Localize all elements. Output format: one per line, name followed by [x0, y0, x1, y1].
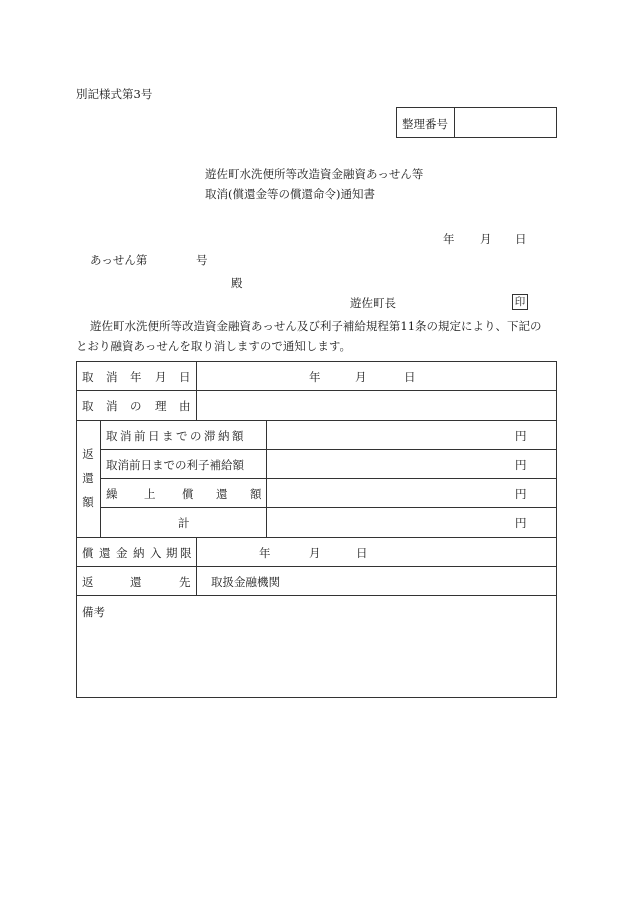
label-char: 先 [179, 575, 191, 589]
date-month: 月 [480, 232, 492, 246]
yen-unit: 円 [515, 458, 527, 472]
label-char: 繰 [106, 487, 118, 501]
seal-mark: 印 [512, 294, 528, 310]
label-char: 取 [82, 399, 94, 413]
label-char: 額 [250, 487, 262, 501]
yen-unit: 円 [515, 516, 527, 530]
seiri-label: 整理番号 [402, 117, 448, 131]
label-char: 上 [144, 487, 156, 501]
label-char: 償 [182, 487, 194, 501]
year-unit: 年 [259, 546, 271, 560]
form-number: 別記様式第3号 [76, 87, 153, 101]
row-line [76, 566, 556, 567]
label-char: 由 [179, 399, 191, 413]
label-char: 消 [106, 399, 118, 413]
label-char: 償 [82, 546, 94, 560]
row-label: 取消前日までの利子補給額 [106, 458, 244, 472]
month-unit: 月 [355, 370, 367, 384]
label-char: 入 [150, 546, 162, 560]
row-line [76, 537, 556, 538]
label-char: 消 [106, 370, 118, 384]
col-line [196, 361, 197, 420]
label-char: 返 [82, 575, 94, 589]
date-year: 年 [443, 232, 455, 246]
label-char: 限 [180, 546, 192, 560]
label-char: 年 [130, 370, 142, 384]
label-char: 還 [99, 546, 111, 560]
assen-number-suffix: 号 [196, 253, 208, 267]
row-line [76, 420, 556, 421]
label-char: 月 [155, 370, 167, 384]
title-line1: 遊佐町水洗便所等改造資金融資あっせん等 [205, 167, 424, 181]
col-line [100, 420, 101, 537]
row-line [100, 449, 556, 450]
row-line [76, 390, 556, 391]
label-char: 返 [82, 447, 94, 461]
body-text-line1: 遊佐町水洗便所等改造資金融資あっせん及び利子補給規程第11条の規定により、下記の [90, 319, 542, 333]
label-char: 額 [82, 495, 94, 509]
day-unit: 日 [356, 546, 368, 560]
remarks-area[interactable] [77, 620, 554, 694]
body-text-line2: とおり融資あっせんを取り消しますので通知します。 [76, 339, 351, 353]
label-char: 期 [166, 546, 178, 560]
col-line [266, 420, 267, 537]
row-label: 計 [178, 516, 190, 530]
yen-unit: 円 [515, 429, 527, 443]
seiri-divider [454, 107, 455, 137]
col-line [196, 537, 197, 595]
label-char: 還 [216, 487, 228, 501]
row-label: 取消前日までの滞納額 [106, 429, 246, 443]
addressee-suffix: 殿 [231, 276, 243, 290]
yen-unit: 円 [515, 487, 527, 501]
row-line [100, 507, 556, 508]
title-line2: 取消(償還金等の償還命令)通知書 [205, 187, 375, 201]
issuer: 遊佐町長 [350, 296, 396, 310]
assen-number-prefix: あっせん第 [90, 253, 148, 267]
label-char: 理 [155, 399, 167, 413]
label-char: 納 [133, 546, 145, 560]
year-unit: 年 [309, 370, 321, 384]
label-char: の [130, 399, 142, 413]
destination-value: 取扱金融機関 [211, 575, 280, 589]
date-day: 日 [515, 232, 527, 246]
remarks-label: 備考 [82, 605, 105, 619]
month-unit: 月 [309, 546, 321, 560]
label-char: 金 [116, 546, 128, 560]
label-char: 取 [82, 370, 94, 384]
row-line [76, 595, 556, 596]
label-char: 日 [179, 370, 191, 384]
label-char: 還 [82, 471, 94, 485]
row-line [100, 478, 556, 479]
label-char: 還 [130, 575, 142, 589]
day-unit: 日 [404, 370, 416, 384]
